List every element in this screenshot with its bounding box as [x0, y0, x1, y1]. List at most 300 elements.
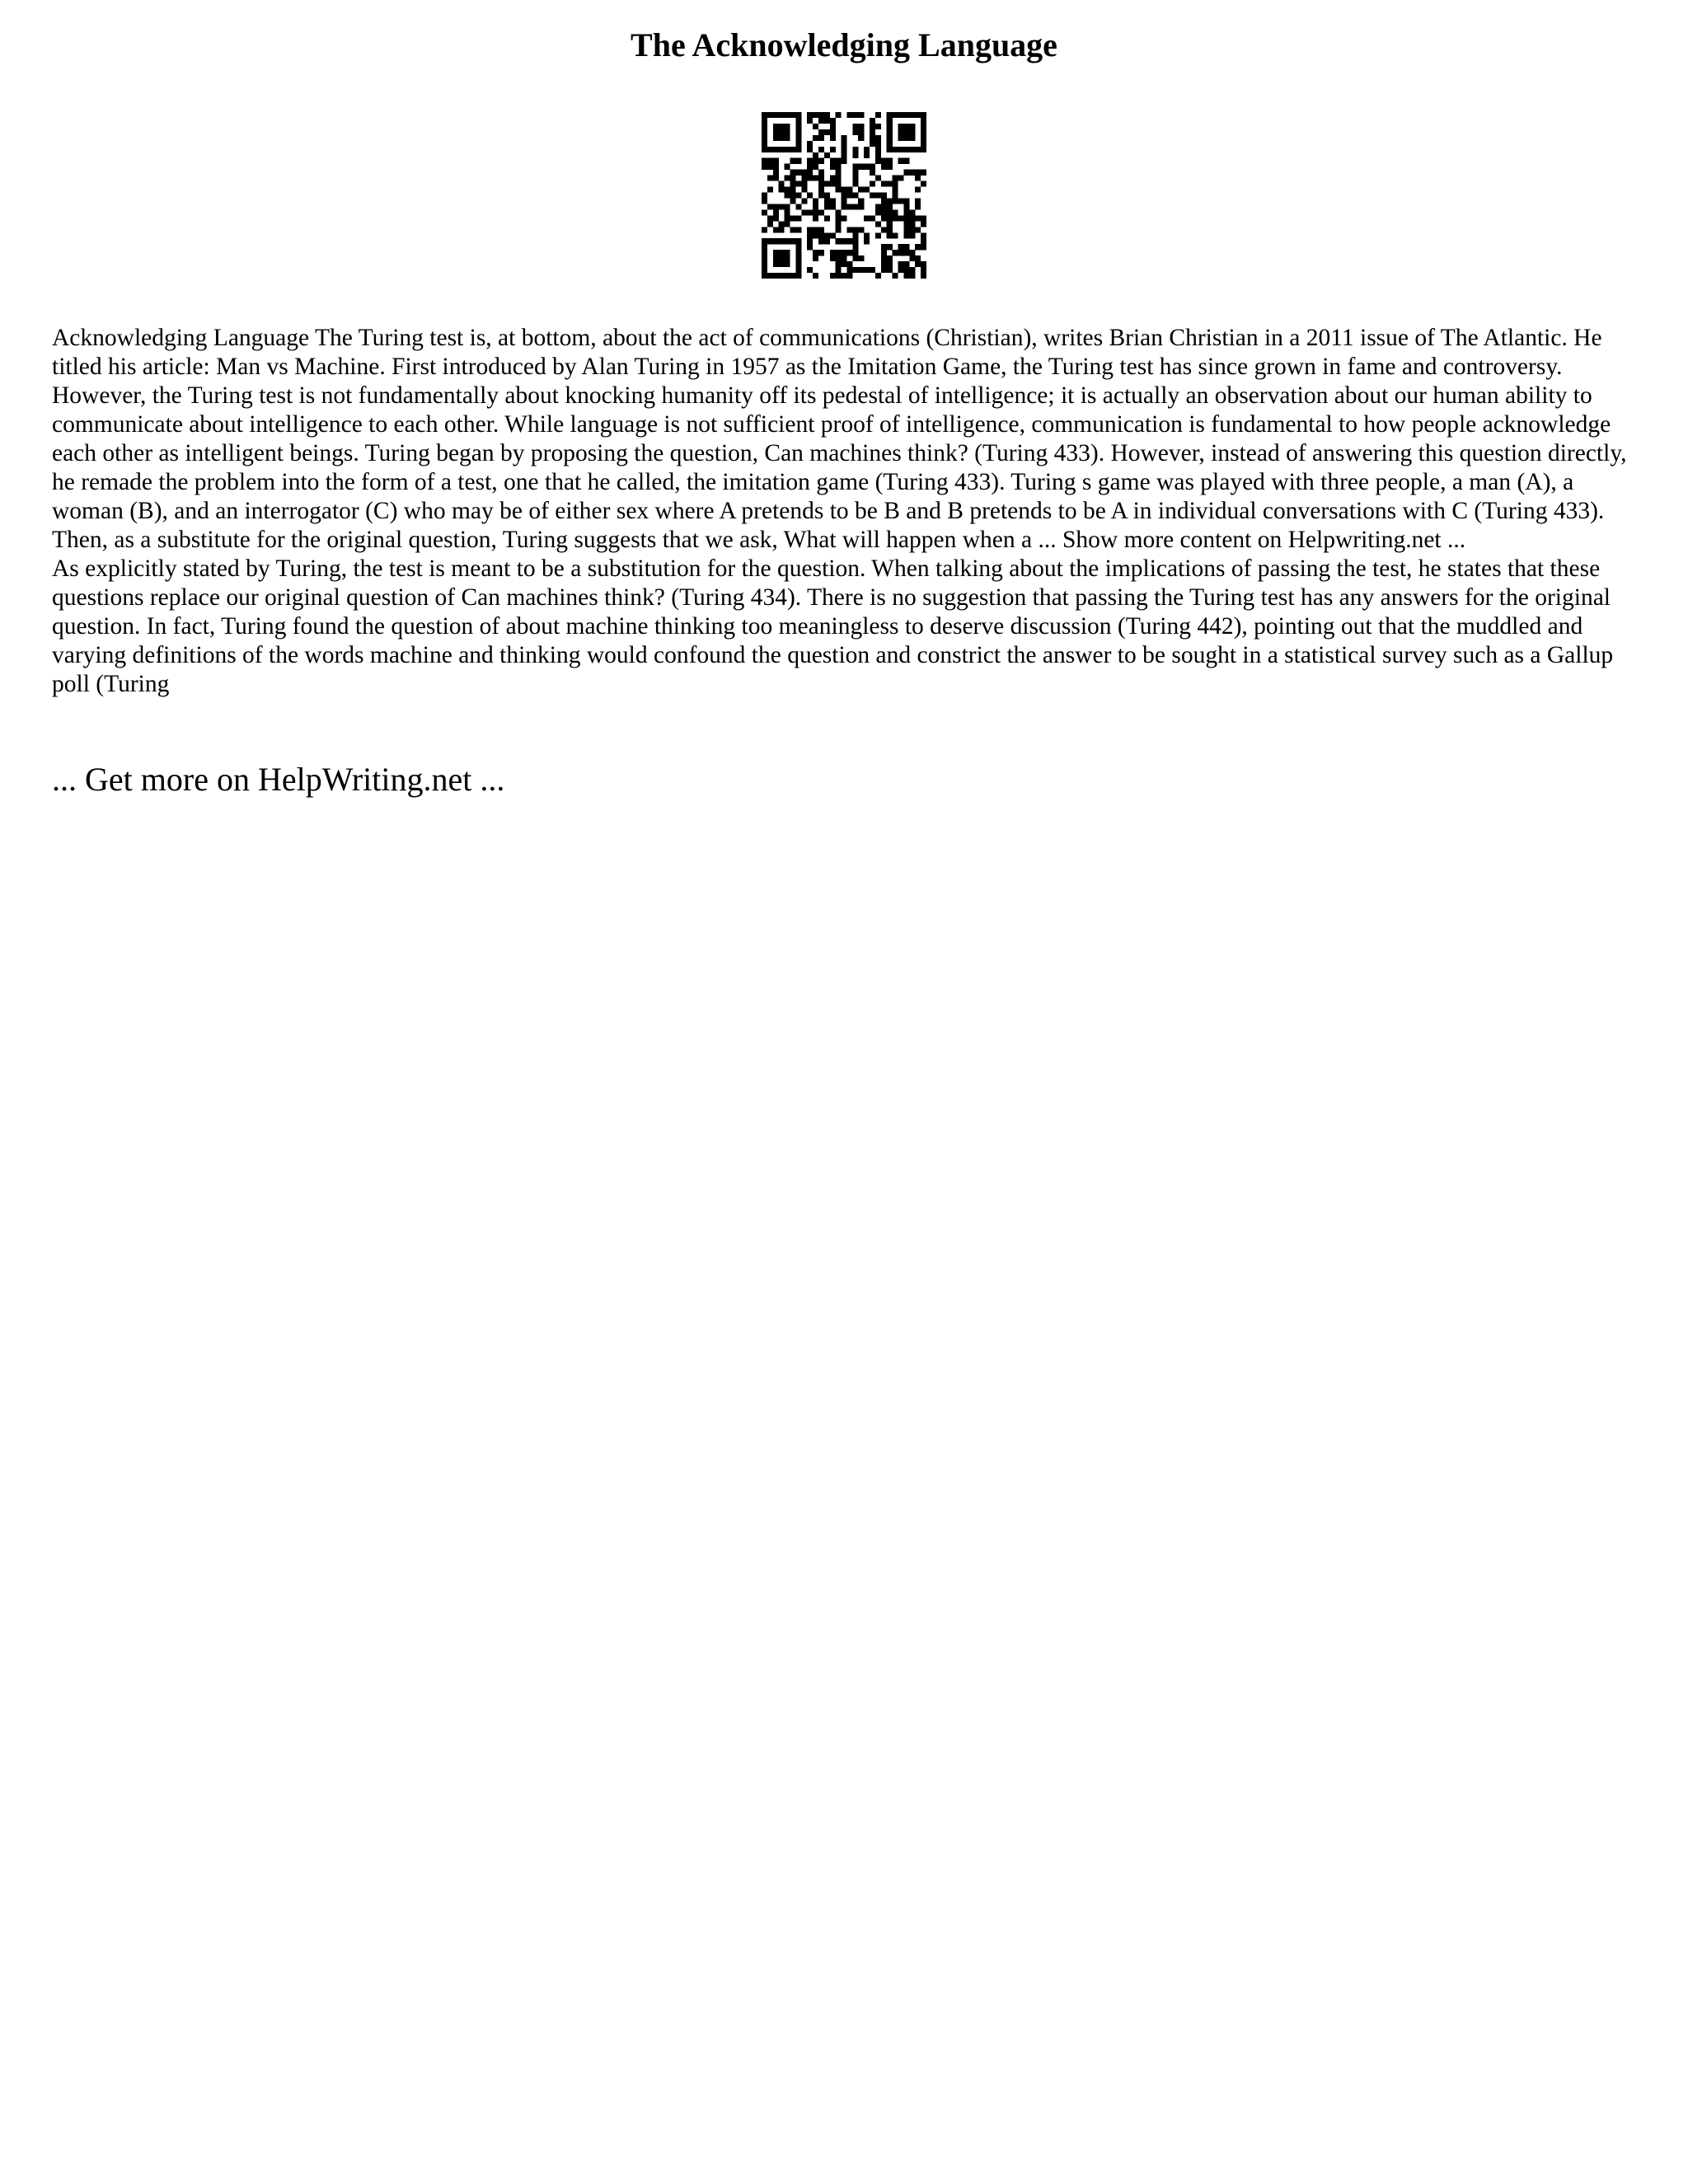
- qr-module: [893, 250, 898, 255]
- qr-module: [807, 227, 813, 232]
- qr-module: [785, 255, 790, 261]
- qr-module: [915, 244, 921, 250]
- qr-module: [875, 209, 881, 215]
- qr-module: [875, 193, 881, 199]
- qr-module: [852, 232, 858, 238]
- qr-module: [858, 112, 864, 118]
- qr-module: [762, 238, 767, 244]
- qr-module: [818, 232, 824, 238]
- qr-module: [915, 215, 921, 221]
- qr-module: [824, 232, 830, 238]
- qr-module: [903, 112, 909, 118]
- get-more-link[interactable]: ... Get more on HelpWriting.net ...: [52, 761, 505, 798]
- qr-module: [921, 267, 926, 273]
- qr-module: [830, 147, 836, 152]
- qr-module: [875, 204, 881, 209]
- qr-module: [762, 250, 767, 255]
- qr-module: [795, 267, 801, 273]
- qr-module: [807, 147, 813, 152]
- qr-module: [813, 204, 818, 209]
- qr-module: [767, 164, 773, 170]
- qr-module: [824, 193, 830, 199]
- qr-module: [864, 187, 870, 193]
- qr-module: [921, 141, 926, 147]
- qr-module: [881, 215, 887, 221]
- qr-module: [824, 238, 830, 244]
- qr-module: [852, 152, 858, 158]
- qr-module: [795, 215, 801, 221]
- qr-module: [909, 273, 915, 279]
- qr-module: [813, 152, 818, 158]
- qr-module: [762, 112, 767, 118]
- qr-module: [846, 267, 852, 273]
- qr-module: [842, 135, 847, 141]
- paragraph-1: Acknowledging Language The Turing test is, at bottom, about the act of communications (Christian), writes Brian Christian in a 2011 issue of The Atlantic. He titled his article: Man vs Machine. First introduced by Alan Turing in 1957 as the Imitation Game, the Turing test has since grown in fame and controversy. However, the Turing test is not fundamentally about knocking humanity off its pedestal of intelligence; it is actually an observation about our human ability to communicate about intelligence to each other. While language is not sufficient proof of intelligence, communication is fundamental to how people acknowledge each other as intelligent beings. Turing began by proposing the question, Can machines think? (Turing 433). However, instead of answering this question directly, he remade the problem into the form of a test, one that he called, the imitation game (Turing 433). Turing s game was played with three people, a man (A), a woman (B), and an interrogator (C) who may be of either sex where A pretends to be B and B pretends to be A in individual conversations with C (Turing 433). Then, as a substitute for the original question, Turing suggests that we ask, What will happen when a ... Show more content on Helpwriting.net ...: [52, 325, 1627, 553]
- qr-module: [813, 198, 818, 204]
- qr-module: [795, 261, 801, 267]
- qr-module: [875, 221, 881, 227]
- qr-module: [795, 158, 801, 164]
- qr-module: [909, 112, 915, 118]
- qr-module: [801, 187, 807, 193]
- qr-module: [830, 164, 836, 170]
- qr-module: [785, 261, 790, 267]
- qr-module: [909, 170, 915, 176]
- qr-module: [852, 124, 858, 129]
- qr-module: [785, 112, 790, 118]
- qr-module: [779, 124, 785, 129]
- qr-module: [864, 267, 870, 273]
- qr-module: [762, 164, 767, 170]
- qr-module: [870, 181, 875, 187]
- qr-module: [898, 129, 904, 135]
- qr-module: [898, 215, 904, 221]
- qr-module: [921, 244, 926, 250]
- qr-module: [909, 209, 915, 215]
- qr-module: [785, 204, 790, 209]
- qr-module: [767, 158, 773, 164]
- qr-module: [807, 164, 813, 170]
- qr-module: [858, 267, 864, 273]
- qr-module: [842, 198, 847, 204]
- qr-module: [795, 124, 801, 129]
- qr-module: [887, 232, 893, 238]
- qr-module: [836, 250, 842, 255]
- qr-module: [785, 273, 790, 279]
- qr-module: [875, 273, 881, 279]
- qr-module: [875, 124, 881, 129]
- qr-module: [842, 261, 847, 267]
- qr-module: [881, 267, 887, 273]
- qr-module: [909, 215, 915, 221]
- qr-module: [842, 141, 847, 147]
- qr-module: [915, 204, 921, 209]
- qr-module: [887, 135, 893, 141]
- qr-module: [767, 112, 773, 118]
- qr-module: [762, 147, 767, 152]
- document-title: The Acknowledging Language: [631, 26, 1057, 63]
- qr-module: [830, 255, 836, 261]
- qr-module: [887, 141, 893, 147]
- qr-module: [785, 187, 790, 193]
- qr-module: [858, 255, 864, 261]
- qr-module: [830, 129, 836, 135]
- qr-module: [785, 209, 790, 215]
- qr-module: [790, 238, 795, 244]
- qr-module: [881, 227, 887, 232]
- qr-module: [887, 129, 893, 135]
- qr-module: [785, 129, 790, 135]
- qr-module: [785, 238, 790, 244]
- qr-module: [921, 232, 926, 238]
- qr-module: [864, 147, 870, 152]
- qr-module: [875, 147, 881, 152]
- qr-module: [903, 261, 909, 267]
- qr-module: [824, 129, 830, 135]
- qr-module: [795, 193, 801, 199]
- qr-module: [881, 164, 887, 170]
- qr-module: [762, 209, 767, 215]
- qr-module: [903, 250, 909, 255]
- qr-module: [915, 187, 921, 193]
- qr-module: [852, 267, 858, 273]
- qr-module: [915, 255, 921, 261]
- qr-module: [818, 250, 824, 255]
- qr-module: [818, 135, 824, 141]
- qr-module: [785, 250, 790, 255]
- qr-module: [773, 255, 779, 261]
- qr-module: [836, 164, 842, 170]
- qr-module: [858, 135, 864, 141]
- qr-module: [881, 209, 887, 215]
- qr-module: [846, 204, 852, 209]
- qr-module: [903, 147, 909, 152]
- qr-module: [830, 204, 836, 209]
- qr-module: [887, 112, 893, 118]
- qr-module: [864, 164, 870, 170]
- qr-module: [807, 170, 813, 176]
- qr-module: [898, 176, 904, 181]
- qr-module: [893, 215, 898, 221]
- qr-module: [773, 112, 779, 118]
- qr-module: [915, 170, 921, 176]
- qr-module: [898, 250, 904, 255]
- qr-module: [852, 255, 858, 261]
- qr-module: [773, 250, 779, 255]
- qr-module: [795, 227, 801, 232]
- qr-module: [762, 227, 767, 232]
- qr-module: [887, 124, 893, 129]
- qr-module: [779, 221, 785, 227]
- qr-module: [785, 215, 790, 221]
- qr-module: [842, 273, 847, 279]
- qr-module: [830, 198, 836, 204]
- qr-module: [870, 164, 875, 170]
- qr-module: [903, 129, 909, 135]
- qr-module: [875, 152, 881, 158]
- qr-module: [852, 164, 858, 170]
- qr-module: [779, 135, 785, 141]
- qr-module: [903, 135, 909, 141]
- qr-module: [875, 176, 881, 181]
- qr-module: [790, 198, 795, 204]
- qr-module: [903, 244, 909, 250]
- qr-module: [852, 181, 858, 187]
- qr-module: [795, 147, 801, 152]
- qr-module: [870, 215, 875, 221]
- qr-module: [903, 215, 909, 221]
- qr-module: [842, 250, 847, 255]
- qr-module: [836, 215, 842, 221]
- qr-module: [903, 170, 909, 176]
- qr-module: [909, 124, 915, 129]
- qr-module: [846, 273, 852, 279]
- qr-module: [915, 227, 921, 232]
- qr-module: [795, 141, 801, 147]
- qr-module: [801, 170, 807, 176]
- qr-module: [893, 232, 898, 238]
- qr-module: [807, 112, 813, 118]
- qr-module: [836, 176, 842, 181]
- qr-module: [898, 135, 904, 141]
- qr-module: [795, 250, 801, 255]
- qr-module: [779, 250, 785, 255]
- qr-module: [864, 152, 870, 158]
- qr-module: [870, 267, 875, 273]
- qr-module: [921, 170, 926, 176]
- qr-module: [893, 273, 898, 279]
- qr-module: [887, 255, 893, 261]
- qr-module: [813, 135, 818, 141]
- qr-module: [779, 227, 785, 232]
- qr-module: [795, 135, 801, 141]
- qr-module: [836, 261, 842, 267]
- qr-module: [807, 176, 813, 181]
- qr-module: [903, 221, 909, 227]
- qr-module: [909, 232, 915, 238]
- qr-module: [909, 227, 915, 232]
- qr-module: [887, 267, 893, 273]
- qr-module: [818, 238, 824, 244]
- qr-module: [807, 267, 813, 273]
- qr-module: [909, 221, 915, 227]
- qr-module: [870, 118, 875, 124]
- qr-module: [836, 267, 842, 273]
- qr-module: [785, 124, 790, 129]
- qr-module: [921, 147, 926, 152]
- qr-module: [836, 221, 842, 227]
- qr-module: [858, 164, 864, 170]
- qr-module: [864, 215, 870, 221]
- qr-module: [824, 198, 830, 204]
- qr-module: [818, 118, 824, 124]
- qr-module: [779, 112, 785, 118]
- qr-module: [767, 147, 773, 152]
- qr-module: [790, 147, 795, 152]
- qr-module: [830, 232, 836, 238]
- qr-module: [785, 147, 790, 152]
- qr-module: [762, 198, 767, 204]
- qr-module: [813, 255, 818, 261]
- qr-module: [790, 273, 795, 279]
- qr-module: [813, 124, 818, 129]
- qr-module: [870, 193, 875, 199]
- qr-module: [762, 158, 767, 164]
- qr-module: [779, 204, 785, 209]
- qr-module: [795, 255, 801, 261]
- qr-module: [807, 232, 813, 238]
- qr-module: [893, 181, 898, 187]
- qr-module: [903, 209, 909, 215]
- qr-module: [870, 129, 875, 135]
- qr-module: [887, 244, 893, 250]
- qr-module: [836, 227, 842, 232]
- qr-module: [807, 158, 813, 164]
- qr-module: [852, 170, 858, 176]
- qr-module: [903, 198, 909, 204]
- qr-module: [779, 181, 785, 187]
- qr-module: [846, 261, 852, 267]
- qr-module: [921, 112, 926, 118]
- qr-module: [762, 193, 767, 199]
- qr-module: [870, 124, 875, 129]
- qr-module: [842, 152, 847, 158]
- qr-module: [836, 255, 842, 261]
- qr-module: [875, 135, 881, 141]
- qr-module: [773, 273, 779, 279]
- qr-module: [830, 124, 836, 129]
- qr-module: [887, 261, 893, 267]
- qr-module: [773, 209, 779, 215]
- qr-module: [795, 170, 801, 176]
- qr-module: [852, 112, 858, 118]
- qr-module: [846, 193, 852, 199]
- qr-module: [779, 255, 785, 261]
- qr-module: [818, 147, 824, 152]
- qr-module: [915, 176, 921, 181]
- qr-module: [836, 170, 842, 176]
- qr-module: [773, 204, 779, 209]
- qr-module: [773, 164, 779, 170]
- qr-module: [852, 147, 858, 152]
- qr-module: [785, 176, 790, 181]
- qr-module: [846, 187, 852, 193]
- qr-module: [887, 147, 893, 152]
- qr-module: [767, 187, 773, 193]
- qr-module: [870, 170, 875, 176]
- qr-module: [801, 181, 807, 187]
- qr-module: [779, 238, 785, 244]
- article-body: [52, 324, 1643, 699]
- qr-module: [903, 267, 909, 273]
- qr-module: [762, 129, 767, 135]
- qr-module: [909, 255, 915, 261]
- qr-module: [824, 118, 830, 124]
- qr-module: [909, 147, 915, 152]
- qr-module: [846, 112, 852, 118]
- qr-module: [767, 176, 773, 181]
- qr-module: [887, 227, 893, 232]
- qr-module: [818, 187, 824, 193]
- qr-module: [790, 215, 795, 221]
- qr-module: [921, 181, 926, 187]
- qr-module: [779, 261, 785, 267]
- qr-module: [887, 209, 893, 215]
- qr-module: [909, 250, 915, 255]
- qr-module: [767, 204, 773, 209]
- qr-module: [842, 255, 847, 261]
- qr-module: [785, 221, 790, 227]
- qr-module: [813, 215, 818, 221]
- paragraph-2: As explicitly stated by Turing, the test is meant to be a substitution for the question. When talking about the implications of passing the test, he states that these questions replace our original question of Can machines think? (Turing 434). There is no suggestion that passing the Turing test has any answers for the original question. In fact, Turing found the question of about machine thinking too meaningless to deserve discussion (Turing 442), pointing out that the muddled and varying definitions of the words machine and thinking would confound the question and constrict the answer to be sought in a statistical survey such as a Gallup poll (Turing: [52, 555, 1614, 697]
- qr-module: [795, 118, 801, 124]
- qr-module: [830, 118, 836, 124]
- qr-module: [852, 250, 858, 255]
- qr-module: [818, 176, 824, 181]
- qr-module: [887, 221, 893, 227]
- qr-module: [842, 193, 847, 199]
- qr-module: [893, 193, 898, 199]
- qr-module: [846, 250, 852, 255]
- qr-module: [898, 147, 904, 152]
- qr-module: [830, 250, 836, 255]
- qr-module: [852, 204, 858, 209]
- qr-module: [818, 158, 824, 164]
- qr-module: [795, 244, 801, 250]
- qr-module: [785, 164, 790, 170]
- qr-module: [921, 135, 926, 141]
- qr-module: [893, 147, 898, 152]
- qr-code-icon: [762, 112, 926, 279]
- qr-module: [801, 176, 807, 181]
- qr-module: [898, 124, 904, 129]
- qr-module: [836, 158, 842, 164]
- qr-module: [842, 204, 847, 209]
- qr-module: [813, 250, 818, 255]
- qr-module: [818, 112, 824, 118]
- qr-module: [921, 273, 926, 279]
- qr-module: [836, 209, 842, 215]
- qr-module: [779, 187, 785, 193]
- qr-module: [836, 273, 842, 279]
- qr-module: [818, 170, 824, 176]
- qr-module: [887, 164, 893, 170]
- qr-module: [762, 135, 767, 141]
- qr-module: [795, 129, 801, 135]
- qr-module: [773, 227, 779, 232]
- qr-module: [762, 141, 767, 147]
- qr-module: [887, 215, 893, 221]
- qr-module: [858, 227, 864, 232]
- qr-module: [864, 232, 870, 238]
- qr-module: [830, 135, 836, 141]
- qr-module: [836, 238, 842, 244]
- qr-module: [893, 187, 898, 193]
- qr-module: [773, 135, 779, 141]
- qr-module: [801, 198, 807, 204]
- qr-module: [881, 158, 887, 164]
- qr-module: [773, 238, 779, 244]
- qr-module: [762, 124, 767, 129]
- qr-module: [830, 158, 836, 164]
- qr-module: [818, 227, 824, 232]
- qr-module: [795, 273, 801, 279]
- qr-module: [813, 273, 818, 279]
- qr-module: [807, 141, 813, 147]
- qr-module: [813, 209, 818, 215]
- qr-module: [893, 198, 898, 204]
- qr-module: [773, 124, 779, 129]
